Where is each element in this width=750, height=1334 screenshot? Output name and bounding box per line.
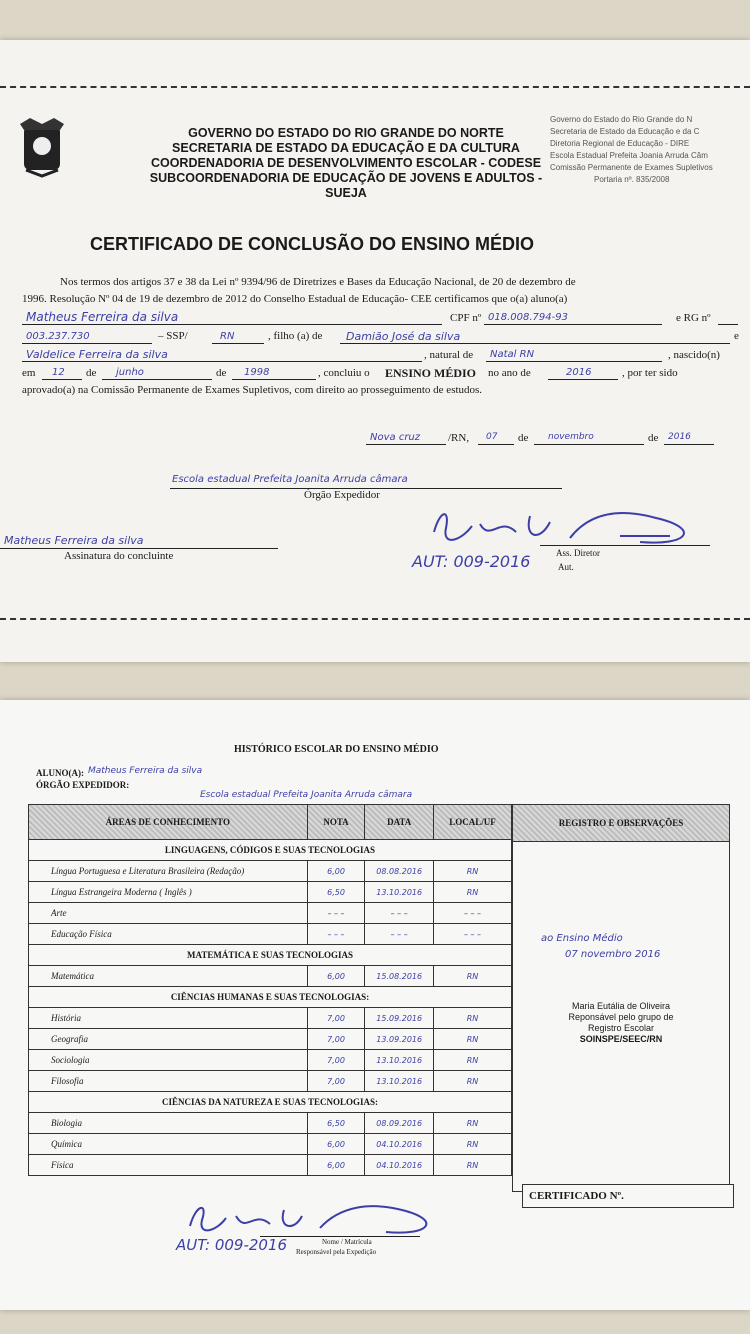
ssp-label: – SSP/ <box>158 330 188 342</box>
aut-label: Aut. <box>558 562 574 572</box>
grades-column-header: LOCAL/UF <box>434 805 512 840</box>
grades-row <box>29 1113 512 1134</box>
grade-local: RN <box>434 1155 512 1176</box>
approval-text: aprovado(a) na Comissão Permanente de Exames Supletivos, com direito ao prosseguimento de estudos. <box>22 384 483 396</box>
grades-row <box>29 966 512 987</box>
em-label: em <box>22 367 36 379</box>
grade-subject: Química <box>29 1134 308 1155</box>
grades-section-title: CIÊNCIAS DA NATUREZA E SUAS TECNOLOGIAS: <box>29 1092 512 1113</box>
natural-label: , natural de <box>424 349 474 361</box>
issuing-body-label: Órgão Expedidor <box>304 489 380 501</box>
issuing-body-field: Escola estadual Prefeita Joanita Arruda câmara <box>172 474 408 485</box>
grade-data: 13.10.2016 <box>365 1071 434 1092</box>
ssp-field: RN <box>220 331 235 342</box>
grades-section-title: CIÊNCIAS HUMANAS E SUAS TECNOLOGIAS: <box>29 987 512 1008</box>
grades-section-title: MATEMÁTICA E SUAS TECNOLOGIAS <box>29 945 512 966</box>
grade-subject: Filosofia <box>29 1071 308 1092</box>
grade-nota: 6,50 <box>307 882 365 903</box>
grade-local: RN <box>434 1071 512 1092</box>
certificate-number-box: CERTIFICADO Nº. <box>522 1184 734 1208</box>
history-aut-code: AUT: 009-2016 <box>176 1236 288 1254</box>
grade-subject: Geografia <box>29 1029 308 1050</box>
history-issuer-label: ÓRGÃO EXPEDIDOR: <box>36 780 130 790</box>
grade-data: 13.09.2016 <box>365 1029 434 1050</box>
footer-name-label: Nome / Matrícula <box>322 1238 372 1246</box>
concluiu-label: , concluiu o <box>318 367 370 379</box>
paragraph-line-2: 1996. Resolução Nº 04 de 19 de dezembro de 2012 do Conselho Estadual de Educação- CEE certificamos que o(a) aluno(a) <box>22 293 568 305</box>
grade-nota: 6,00 <box>307 1155 365 1176</box>
grades-column-header: NOTA <box>307 805 365 840</box>
birth-day-field: 12 <box>52 367 65 378</box>
header-line-2: SECRETARIA DE ESTADO DA EDUCAÇÃO E DA CULTURA <box>172 141 520 155</box>
registro-stamp-line-1: Maria Eutália de Oliveira <box>571 1001 671 1011</box>
grades-row <box>29 1029 512 1050</box>
grade-local: RN <box>434 966 512 987</box>
grades-row <box>29 1134 512 1155</box>
certificate-page <box>0 40 750 662</box>
grades-section-row <box>29 987 512 1008</box>
school-stamp <box>550 114 750 186</box>
top-dashed-border <box>0 86 750 88</box>
director-label: Ass. Diretor <box>556 548 600 558</box>
student-signature-label: Assinatura do concluinte <box>64 550 174 562</box>
grade-nota: 7,00 <box>307 1071 365 1092</box>
grade-data: – – – <box>365 924 434 945</box>
certificate-title: CERTIFICADO DE CONCLUSÃO DO ENSINO MÉDIO <box>90 234 535 254</box>
date-de-label-1: de <box>518 432 529 444</box>
grade-data: 08.08.2016 <box>365 861 434 882</box>
grade-local: RN <box>434 1134 512 1155</box>
grades-row <box>29 861 512 882</box>
birthplace-field: Natal RN <box>490 349 535 360</box>
de-label-1: de <box>86 367 97 379</box>
grades-row <box>29 903 512 924</box>
bottom-dashed-border <box>0 618 750 620</box>
registro-stamp-line-3: Registro Escolar <box>587 1023 655 1033</box>
grade-data: 13.10.2016 <box>365 882 434 903</box>
stamp-line-1: Governo do Estado do Rio Grande do N <box>550 115 693 124</box>
grade-local: RN <box>434 1029 512 1050</box>
grade-nota: – – – <box>307 903 365 924</box>
grade-local: RN <box>434 1113 512 1134</box>
rn-label: /RN, <box>448 432 470 444</box>
grade-data: 15.09.2016 <box>365 1008 434 1029</box>
grades-section-row <box>29 840 512 861</box>
grades-row <box>29 1008 512 1029</box>
grade-data: – – – <box>365 903 434 924</box>
ensino-medio-label: ENSINO MÉDIO <box>385 366 477 380</box>
grade-subject: Sociologia <box>29 1050 308 1071</box>
mother-field: Valdelice Ferreira da silva <box>26 348 168 361</box>
student-signature: Matheus Ferreira da silva <box>4 534 144 547</box>
grade-data: 15.08.2016 <box>365 966 434 987</box>
date-de-label-2: de <box>648 432 659 444</box>
registro-box <box>512 804 730 1192</box>
grades-row <box>29 1071 512 1092</box>
grade-data: 13.10.2016 <box>365 1050 434 1071</box>
grade-nota: 7,00 <box>307 1029 365 1050</box>
grade-subject: Biologia <box>29 1113 308 1134</box>
nascido-label: , nascido(n) <box>668 349 720 361</box>
date-month-field: novembro <box>548 432 594 442</box>
grade-subject: Educação Física <box>29 924 308 945</box>
stamp-line-4: Escola Estadual Prefeita Joania Arruda Câm <box>550 151 708 160</box>
grade-local: – – – <box>434 924 512 945</box>
grade-subject: Língua Portuguesa e Literatura Brasileira (Redação) <box>29 861 308 882</box>
grade-nota: 6,00 <box>307 861 365 882</box>
grades-row <box>29 1155 512 1176</box>
grades-section-row <box>29 1092 512 1113</box>
city-field: Nova cruz <box>370 432 421 443</box>
cpf-label: CPF nº <box>450 312 482 324</box>
grade-nota: 6,00 <box>307 966 365 987</box>
father-field: Damião José da silva <box>346 330 461 343</box>
rg-label: e RG nº <box>676 312 711 324</box>
stamp-line-6: Portaria nº. 835/2008 <box>594 175 670 184</box>
grade-local: RN <box>434 861 512 882</box>
grade-subject: Física <box>29 1155 308 1176</box>
grades-row <box>29 924 512 945</box>
registro-hand-1: ao Ensino Médio <box>541 933 623 944</box>
grade-nota: 7,00 <box>307 1008 365 1029</box>
date-year-field: 2016 <box>668 432 691 442</box>
grade-local: RN <box>434 1050 512 1071</box>
birth-year-field: 1998 <box>244 367 270 378</box>
grade-subject: Matemática <box>29 966 308 987</box>
registro-stamp-line-2: Reponsável pelo grupo de <box>568 1012 674 1022</box>
birth-month-field: junho <box>116 367 144 378</box>
grade-subject: Arte <box>29 903 308 924</box>
registro-hand-2: 07 novembro 2016 <box>565 949 661 960</box>
header-line-3: COORDENADORIA DE DESENVOLVIMENTO ESCOLAR - CODESE <box>150 156 542 170</box>
grades-row <box>29 882 512 903</box>
header-block <box>136 126 556 201</box>
grade-data: 04.10.2016 <box>365 1134 434 1155</box>
grades-section-title: LINGUAGENS, CÓDIGOS E SUAS TECNOLOGIAS <box>29 840 512 861</box>
registro-stamp-line-4: SOINSPE/SEEC/RN <box>579 1034 663 1044</box>
student-name-field: Matheus Ferreira da silva <box>26 310 179 324</box>
stamp-line-3: Diretoria Regional de Educação - DIRE <box>550 139 690 148</box>
grades-table <box>28 804 512 1176</box>
paragraph-line-1: Nos termos dos artigos 37 e 38 da Lei nº 9394/96 de Diretrizes e Bases da Educação Nacional, de 20 de dezembro de <box>60 276 576 288</box>
grade-subject: Língua Estrangeira Moderna ( Inglês ) <box>29 882 308 903</box>
registro-stamp <box>513 1001 729 1045</box>
grades-header-row <box>29 805 512 840</box>
cpf-field: 018.008.794-93 <box>488 312 568 323</box>
rg-field: 003.237.730 <box>26 331 90 342</box>
stamp-line-2: Secretaria de Estado da Educação e da C <box>550 127 700 136</box>
por-ter-label: , por ter sido <box>622 367 678 379</box>
grade-local: RN <box>434 1008 512 1029</box>
grade-data: 08.09.2016 <box>365 1113 434 1134</box>
issuer-signature-icon <box>180 1198 460 1240</box>
filho-label: , filho (a) de <box>268 330 323 342</box>
header-line-1: GOVERNO DO ESTADO DO RIO GRANDE DO NORTE <box>188 126 504 140</box>
aut-code: AUT: 009-2016 <box>412 552 531 571</box>
grade-local: – – – <box>434 903 512 924</box>
grade-nota: 6,00 <box>307 1134 365 1155</box>
header-line-4: SUBCOORDENADORIA DE EDUCAÇÃO DE JOVENS E ADULTOS - SUEJA <box>149 171 543 200</box>
history-title: HISTÓRICO ESCOLAR DO ENSINO MÉDIO <box>234 744 439 755</box>
coat-of-arms-icon <box>16 116 68 178</box>
grades-section-row <box>29 945 512 966</box>
grade-subject: História <box>29 1008 308 1029</box>
grades-column-header: DATA <box>365 805 434 840</box>
history-student-label: ALUNO(A): <box>36 768 84 778</box>
grades-row <box>29 1050 512 1071</box>
stamp-line-5: Comissão Permanente de Exames Supletivos <box>550 163 713 172</box>
e-label: e <box>734 330 739 342</box>
grade-data: 04.10.2016 <box>365 1155 434 1176</box>
grades-column-header: ÁREAS DE CONHECIMENTO <box>29 805 308 840</box>
grade-nota: 7,00 <box>307 1050 365 1071</box>
de-label-2: de <box>216 367 227 379</box>
grade-nota: – – – <box>307 924 365 945</box>
no-ano-label: no ano de <box>488 367 531 379</box>
history-page <box>0 700 750 1310</box>
history-issuer-value: Escola estadual Prefeita Joanita Arruda câmara <box>200 790 413 800</box>
history-student-value: Matheus Ferreira da silva <box>88 766 203 776</box>
footer-responsible-label: Responsável pela Expedição <box>296 1248 377 1256</box>
date-day-field: 07 <box>486 432 498 442</box>
grade-nota: 6,50 <box>307 1113 365 1134</box>
grade-local: RN <box>434 882 512 903</box>
conclusion-year-field: 2016 <box>566 367 592 378</box>
registro-header: REGISTRO E OBSERVAÇÕES <box>513 805 729 842</box>
